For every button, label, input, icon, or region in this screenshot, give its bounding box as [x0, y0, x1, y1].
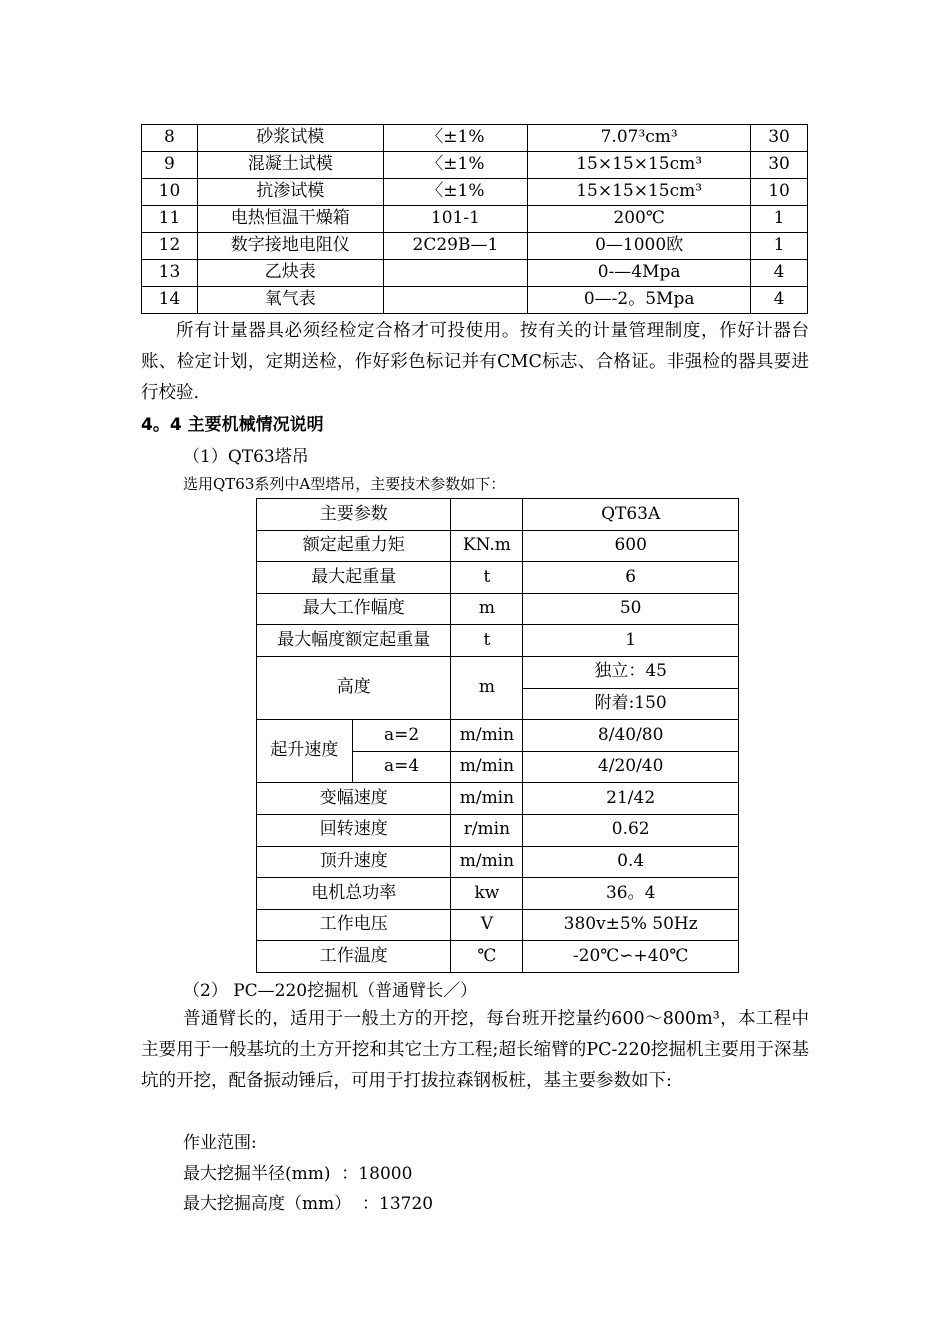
range-cell: 0—1000欧 [528, 233, 751, 260]
instrument-name-cell: 电热恒温干燥箱 [197, 206, 383, 233]
unit-cell: ℃ [451, 941, 523, 973]
table-row [257, 941, 739, 973]
lift-a4-value-cell: 4/20/40 [523, 751, 739, 783]
model-cell: 〈±1% [383, 152, 528, 179]
model-cell [383, 260, 528, 287]
quantity-cell: 4 [751, 260, 808, 287]
unit-cell: r/min [451, 814, 523, 846]
table-row [257, 720, 739, 752]
row-number-cell: 13 [142, 260, 198, 287]
lift-a4-label-cell: a=4 [352, 751, 451, 783]
unit-cell: V [451, 909, 523, 941]
lift-a4-unit-cell: m/min [451, 751, 523, 783]
height-attached-cell: 附着:150 [523, 688, 739, 720]
value-cell: 1 [523, 625, 739, 657]
unit-cell: m/min [451, 783, 523, 815]
value-cell: 600 [523, 530, 739, 562]
value-cell: 6 [523, 562, 739, 594]
table-row [142, 152, 808, 179]
param-cell: 变幅速度 [257, 783, 451, 815]
height-freestanding-cell: 独立：45 [523, 656, 739, 688]
table-row [257, 499, 739, 531]
value-cell: 380v±5% 50Hz [523, 909, 739, 941]
table-row [142, 233, 808, 260]
table-row [257, 783, 739, 815]
tower-crane-intro: 选用QT63系列中A型塔吊，主要技术参数如下： [183, 475, 506, 493]
tower-crane-subtitle: （1）QT63塔吊 [183, 447, 309, 467]
table-row [142, 260, 808, 287]
row-number-cell: 14 [142, 287, 198, 314]
max-height-line: 最大挖掘高度（mm） ：13720 [183, 1194, 434, 1214]
table-row [257, 625, 739, 657]
range-cell: 200℃ [528, 206, 751, 233]
value-cell: -20℃∽+40℃ [523, 941, 739, 973]
unit-cell: t [451, 625, 523, 657]
table-row [257, 909, 739, 941]
model-cell: 2C29B—1 [383, 233, 528, 260]
quantity-cell: 1 [751, 206, 808, 233]
instrument-table-body [142, 125, 808, 314]
excavator-paragraph: 普通臂长的，适用于一般土方的开挖，每台班开挖量约600～800m³，本工程中主要用于一般基坑的土方开挖和其它土方工程;超长缩臂的PC-220挖掘机主要用于深基坑的开挖，配备振动锤后，可用于打拔拉森钢板桩，基主要参数如下: [141, 1009, 809, 1091]
table-row [257, 846, 739, 878]
unit-cell: kw [451, 878, 523, 910]
table-row [142, 287, 808, 314]
instrument-name-cell: 砂浆试模 [197, 125, 383, 152]
value-cell: 0.62 [523, 814, 739, 846]
param-cell: 工作电压 [257, 909, 451, 941]
crane-parameter-table [256, 498, 739, 973]
param-cell: 最大起重量 [257, 562, 451, 594]
calibration-paragraph: 所有计量器具必须经检定合格才可投使用。按有关的计量管理制度，作好计器台账、检定计划，定期送检，作好彩色标记并有CMC标志、合格证。非强检的器具要进行校验. [141, 321, 809, 403]
instrument-name-cell: 数字接地电阻仪 [197, 233, 383, 260]
table-row [257, 656, 739, 688]
param-cell: 电机总功率 [257, 878, 451, 910]
max-radius-line: 最大挖掘半径(mm) ：18000 [183, 1164, 413, 1184]
table-row [257, 562, 739, 594]
work-range-label: 作业范围: [183, 1133, 257, 1153]
quantity-cell: 10 [751, 179, 808, 206]
instrument-name-cell: 氧气表 [197, 287, 383, 314]
row-number-cell: 10 [142, 179, 198, 206]
value-cell: 0.4 [523, 846, 739, 878]
model-cell: 〈±1% [383, 179, 528, 206]
table-row [142, 179, 808, 206]
instrument-table [141, 124, 808, 314]
instrument-name-cell: 混凝土试模 [197, 152, 383, 179]
model-cell: 〈±1% [383, 125, 528, 152]
lift-a2-label-cell: a=2 [352, 720, 451, 752]
table-row [257, 530, 739, 562]
param-cell: 回转速度 [257, 814, 451, 846]
excavator-subtitle: （2） PC—220挖掘机（普通臂长／） [183, 981, 478, 1001]
instrument-name-cell: 抗渗试模 [197, 179, 383, 206]
table-row [142, 206, 808, 233]
param-cell: 最大幅度额定起重量 [257, 625, 451, 657]
range-cell: 0-—4Mpa [528, 260, 751, 287]
lift-speed-param-cell: 起升速度 [257, 720, 353, 783]
table-row [257, 814, 739, 846]
value-cell: 36。4 [523, 878, 739, 910]
lift-a2-unit-cell: m/min [451, 720, 523, 752]
unit-cell: m [451, 593, 523, 625]
height-unit-cell: m [451, 656, 523, 719]
row-number-cell: 12 [142, 233, 198, 260]
row-number-cell: 11 [142, 206, 198, 233]
range-cell: 15×15×15cm³ [528, 152, 751, 179]
value-cell: 50 [523, 593, 739, 625]
range-cell: 15×15×15cm³ [528, 179, 751, 206]
table-row [257, 593, 739, 625]
height-param-cell: 高度 [257, 656, 451, 719]
unit-cell: KN.m [451, 530, 523, 562]
quantity-cell: 30 [751, 152, 808, 179]
quantity-cell: 4 [751, 287, 808, 314]
lift-a2-value-cell: 8/40/80 [523, 720, 739, 752]
param-cell: 顶升速度 [257, 846, 451, 878]
header-unit-cell [451, 499, 523, 531]
model-cell [383, 287, 528, 314]
header-model-cell: QT63A [523, 499, 739, 531]
row-number-cell: 8 [142, 125, 198, 152]
table-row [257, 878, 739, 910]
row-number-cell: 9 [142, 152, 198, 179]
param-cell: 工作温度 [257, 941, 451, 973]
param-cell: 额定起重力矩 [257, 530, 451, 562]
section-heading: 4。4 主要机械情况说明 [141, 415, 324, 435]
unit-cell: m/min [451, 846, 523, 878]
unit-cell: t [451, 562, 523, 594]
instrument-name-cell: 乙炔表 [197, 260, 383, 287]
range-cell: 7.07³cm³ [528, 125, 751, 152]
quantity-cell: 1 [751, 233, 808, 260]
table-row [142, 125, 808, 152]
param-cell: 最大工作幅度 [257, 593, 451, 625]
quantity-cell: 30 [751, 125, 808, 152]
range-cell: 0—-2。5Mpa [528, 287, 751, 314]
model-cell: 101-1 [383, 206, 528, 233]
value-cell: 21/42 [523, 783, 739, 815]
header-param-cell: 主要参数 [257, 499, 451, 531]
